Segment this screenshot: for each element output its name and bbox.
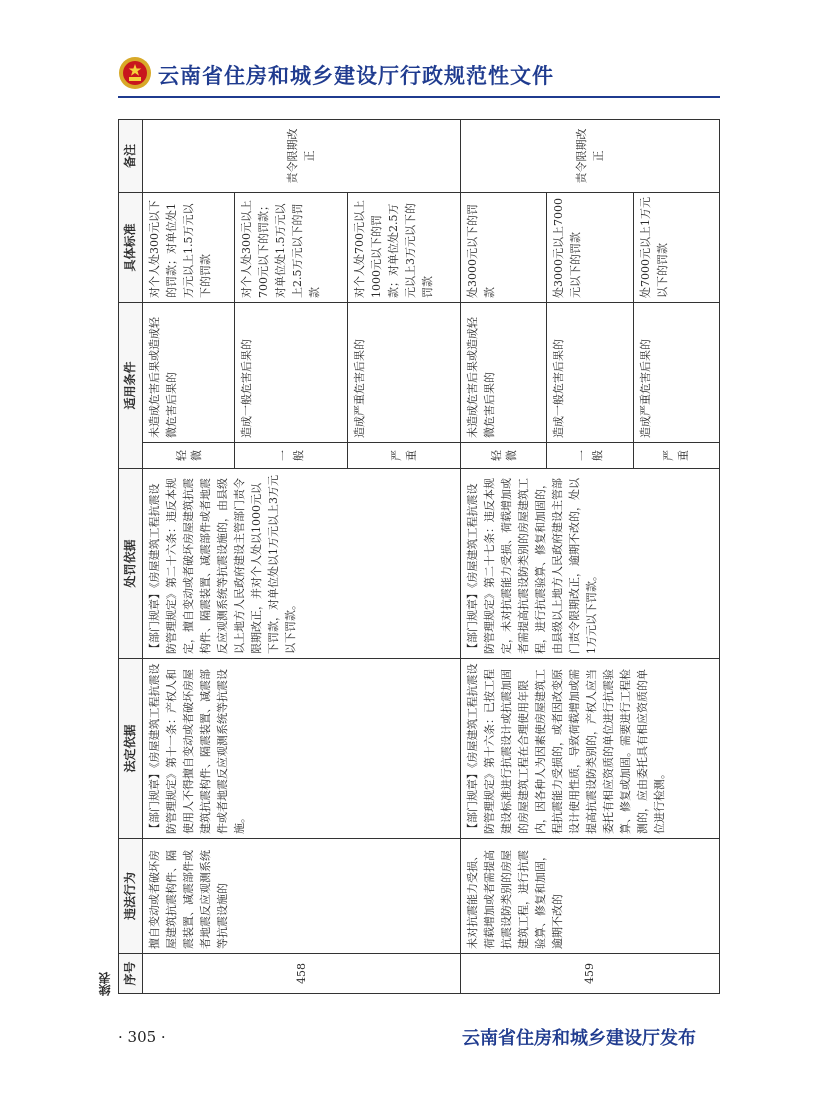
row-number: 458 — [143, 954, 461, 994]
col-header-violation: 违法行为 — [119, 839, 143, 954]
condition-cell: 造成一般危害后果的 — [547, 302, 633, 442]
table-row — [143, 119, 235, 993]
col-header-standard: 具体标准 — [119, 192, 143, 302]
standard-cell: 对个人处300元以下的罚款；对单位处1万元以上1.5万元以下的罚款 — [143, 192, 235, 302]
legal-basis-cell: 【部门规章】《房屋建筑工程抗震设防管理规定》第十六条：已按工程建设标准进行抗震设计或抗震加固的房屋建筑工程在合理使用年限内，因各种人为因素使房屋建筑工程抗震能力受损的，或者因改变原设计使用性质，导致荷载增加或需提高抗震设防类别的，产权人应当委托有相应资质的单位进行抗震验算、修复或加固。需要进行工程检测的，应由委托具有相应资质的单位进行检测。 — [460, 659, 719, 839]
table-header-row — [119, 119, 143, 993]
header-rule — [118, 96, 720, 98]
col-header-no: 序号 — [119, 954, 143, 994]
col-header-condition: 适用条件 — [119, 302, 143, 468]
standard-cell: 对个人处300元以上700元以下的罚款；对单位处1.5万元以上2.5万元以下的罚款 — [235, 192, 348, 302]
condition-cell: 造成一般危害后果的 — [235, 302, 348, 442]
page-number: · 305 · — [118, 1028, 166, 1046]
severity-level: 一般 — [547, 443, 633, 469]
table-row — [460, 119, 546, 993]
standard-cell: 处7000元以上1万元以下的罚款 — [633, 192, 719, 302]
severity-level: 轻微 — [460, 443, 546, 469]
severity-level: 严重 — [348, 443, 461, 469]
violation-cell: 未对抗震能力受损、荷载增加或者需提高抗震设防类别的房屋建筑工程，进行抗震验算、修复和加固，逾期不改的 — [460, 839, 719, 954]
continued-label: 续表 — [98, 972, 112, 996]
remark-cell: 责令限期改正 — [460, 119, 719, 192]
condition-cell: 未造成危害后果或造成轻微危害后果的 — [143, 302, 235, 442]
penalty-table — [118, 119, 720, 994]
page-header — [118, 56, 718, 96]
col-header-legal-basis: 法定依据 — [119, 659, 143, 839]
standard-cell: 处3000元以上7000元以下的罚款 — [547, 192, 633, 302]
severity-level: 轻微 — [143, 443, 235, 469]
penalty-table-rotated — [118, 120, 720, 994]
row-number: 459 — [460, 954, 719, 994]
remark-cell: 责令限期改正 — [143, 119, 461, 192]
penalty-basis-cell: 【部门规章】《房屋建筑工程抗震设防管理规定》第二十七条：违反本规定，未对抗震能力受损、荷载增加或者需提高抗震设防类别的房屋建筑工程，进行抗震验算、修复和加固的，由县级以上地方人民政府建设主管部门责令限期改正，逾期不改的，处以1万元以下罚款。 — [460, 469, 719, 659]
violation-cell: 擅自变动或者破坏房屋建筑抗震构件、隔震装置、减震部件或者地震反应观测系统等抗震设施的 — [143, 839, 461, 954]
condition-cell: 造成严重危害后果的 — [633, 302, 719, 442]
national-emblem-icon — [118, 56, 152, 90]
standard-cell: 处3000元以下的罚款 — [460, 192, 546, 302]
condition-cell: 未造成危害后果或造成轻微危害后果的 — [460, 302, 546, 442]
severity-level: 一般 — [235, 443, 348, 469]
severity-level: 严重 — [633, 443, 719, 469]
condition-cell: 造成严重危害后果的 — [348, 302, 461, 442]
col-header-remark: 备注 — [119, 119, 143, 192]
col-header-penalty-basis: 处罚依据 — [119, 469, 143, 659]
legal-basis-cell: 【部门规章】《房屋建筑工程抗震设防管理规定》第十一条：产权人和使用人不得擅自变动或者破坏房屋建筑抗震构件、隔震装置、减震部件或者地震反应观测系统等抗震设施。 — [143, 659, 461, 839]
publisher-footer: 云南省住房和城乡建设厅发布 — [462, 1028, 696, 1049]
document-title: 云南省住房和城乡建设厅行政规范性文件 — [158, 64, 554, 88]
penalty-basis-cell: 【部门规章】《房屋建筑工程抗震设防管理规定》第二十六条：违反本规定，擅自变动或者破坏房屋建筑抗震构件、隔震装置、减震部件或者地震反应观测系统等抗震设施的，由县级以上地方人民政府建设主管部门责令限期改正，并对个人处以1000元以下罚款，对单位处以1万元以上3万元以下罚款。 — [143, 469, 461, 659]
standard-cell: 对个人处700元以上1000元以下的罚款；对单位处2.5万元以上3万元以下的罚款 — [348, 192, 461, 302]
